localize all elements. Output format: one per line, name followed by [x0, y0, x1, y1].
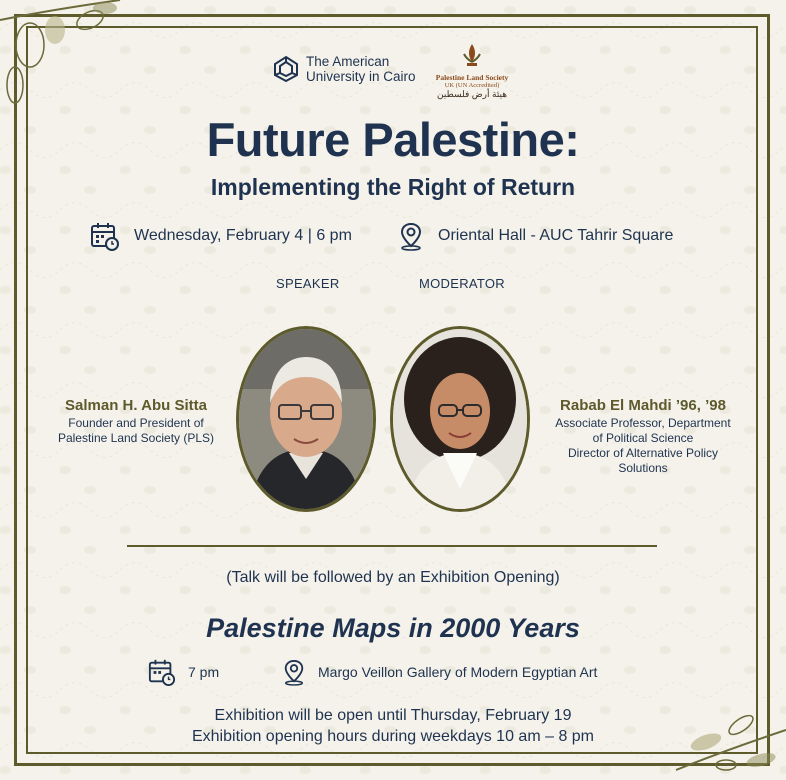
exhibition-time [148, 658, 219, 686]
moderator-role-label: MODERATOR [419, 276, 506, 291]
exhibition-open-until: Exhibition will be open until Thursday, February 19 [214, 707, 572, 724]
auc-line1: The American [306, 54, 390, 69]
calendar-icon [90, 221, 120, 251]
pls-accreditation: UK (UN Accredited) [444, 82, 500, 89]
pls-arabic-name: هيئة أرض فلسطين [437, 89, 507, 99]
moderator-description-line2: of Political Science [592, 431, 694, 445]
exhibition-location-text: Margo Veillon Gallery of Modern Egyptian Art [318, 664, 598, 680]
speaker-info [40, 397, 232, 446]
pls-logo-icon [460, 44, 484, 66]
auc-logo-text [306, 54, 416, 84]
header-logos [0, 44, 786, 104]
exhibition-location [282, 658, 597, 686]
exhibition-note: (Talk will be followed by an Exhibition Opening) [226, 569, 560, 586]
location-pin-icon [282, 658, 306, 686]
moderator-photo [390, 326, 530, 512]
pls-logo [432, 44, 512, 100]
olive-branch-icon [666, 670, 786, 780]
moderator-description-line1: Associate Professor, Department [555, 416, 731, 430]
event-date [90, 221, 352, 251]
speaker-name: Salman H. Abu Sitta [65, 397, 207, 414]
event-title: Future Palestine: [206, 113, 580, 166]
section-divider [127, 545, 657, 547]
event-location [398, 221, 673, 251]
exhibition-time-text: 7 pm [188, 664, 220, 680]
calendar-icon [148, 658, 176, 686]
speaker-description-line2: Palestine Land Society (PLS) [57, 431, 215, 445]
speaker-description-line1: Founder and President of [68, 416, 204, 430]
location-pin-icon [398, 221, 424, 251]
moderator-info [548, 397, 738, 476]
auc-logo [272, 54, 416, 84]
event-date-text: Wednesday, February 4 | 6 pm [134, 227, 352, 244]
moderator-name: Rabab El Mahdi ’96, ’98 [560, 397, 726, 414]
moderator-description-line4: Solutions [618, 461, 668, 475]
pls-name: Palestine Land Society [435, 73, 509, 82]
exhibition-hours: Exhibition opening hours during weekdays 10 am – 8 pm [191, 728, 595, 745]
auc-line2: University in Cairo [306, 69, 416, 84]
speaker-photo [236, 326, 376, 512]
exhibition-title: Palestine Maps in 2000 Years [206, 613, 580, 643]
auc-logo-icon [272, 55, 300, 83]
event-subtitle: Implementing the Right of Return [210, 174, 576, 200]
moderator-description-line3: Director of Alternative Policy [567, 446, 719, 460]
event-location-text: Oriental Hall - AUC Tahrir Square [438, 227, 674, 244]
speaker-role-label: SPEAKER [276, 276, 340, 291]
